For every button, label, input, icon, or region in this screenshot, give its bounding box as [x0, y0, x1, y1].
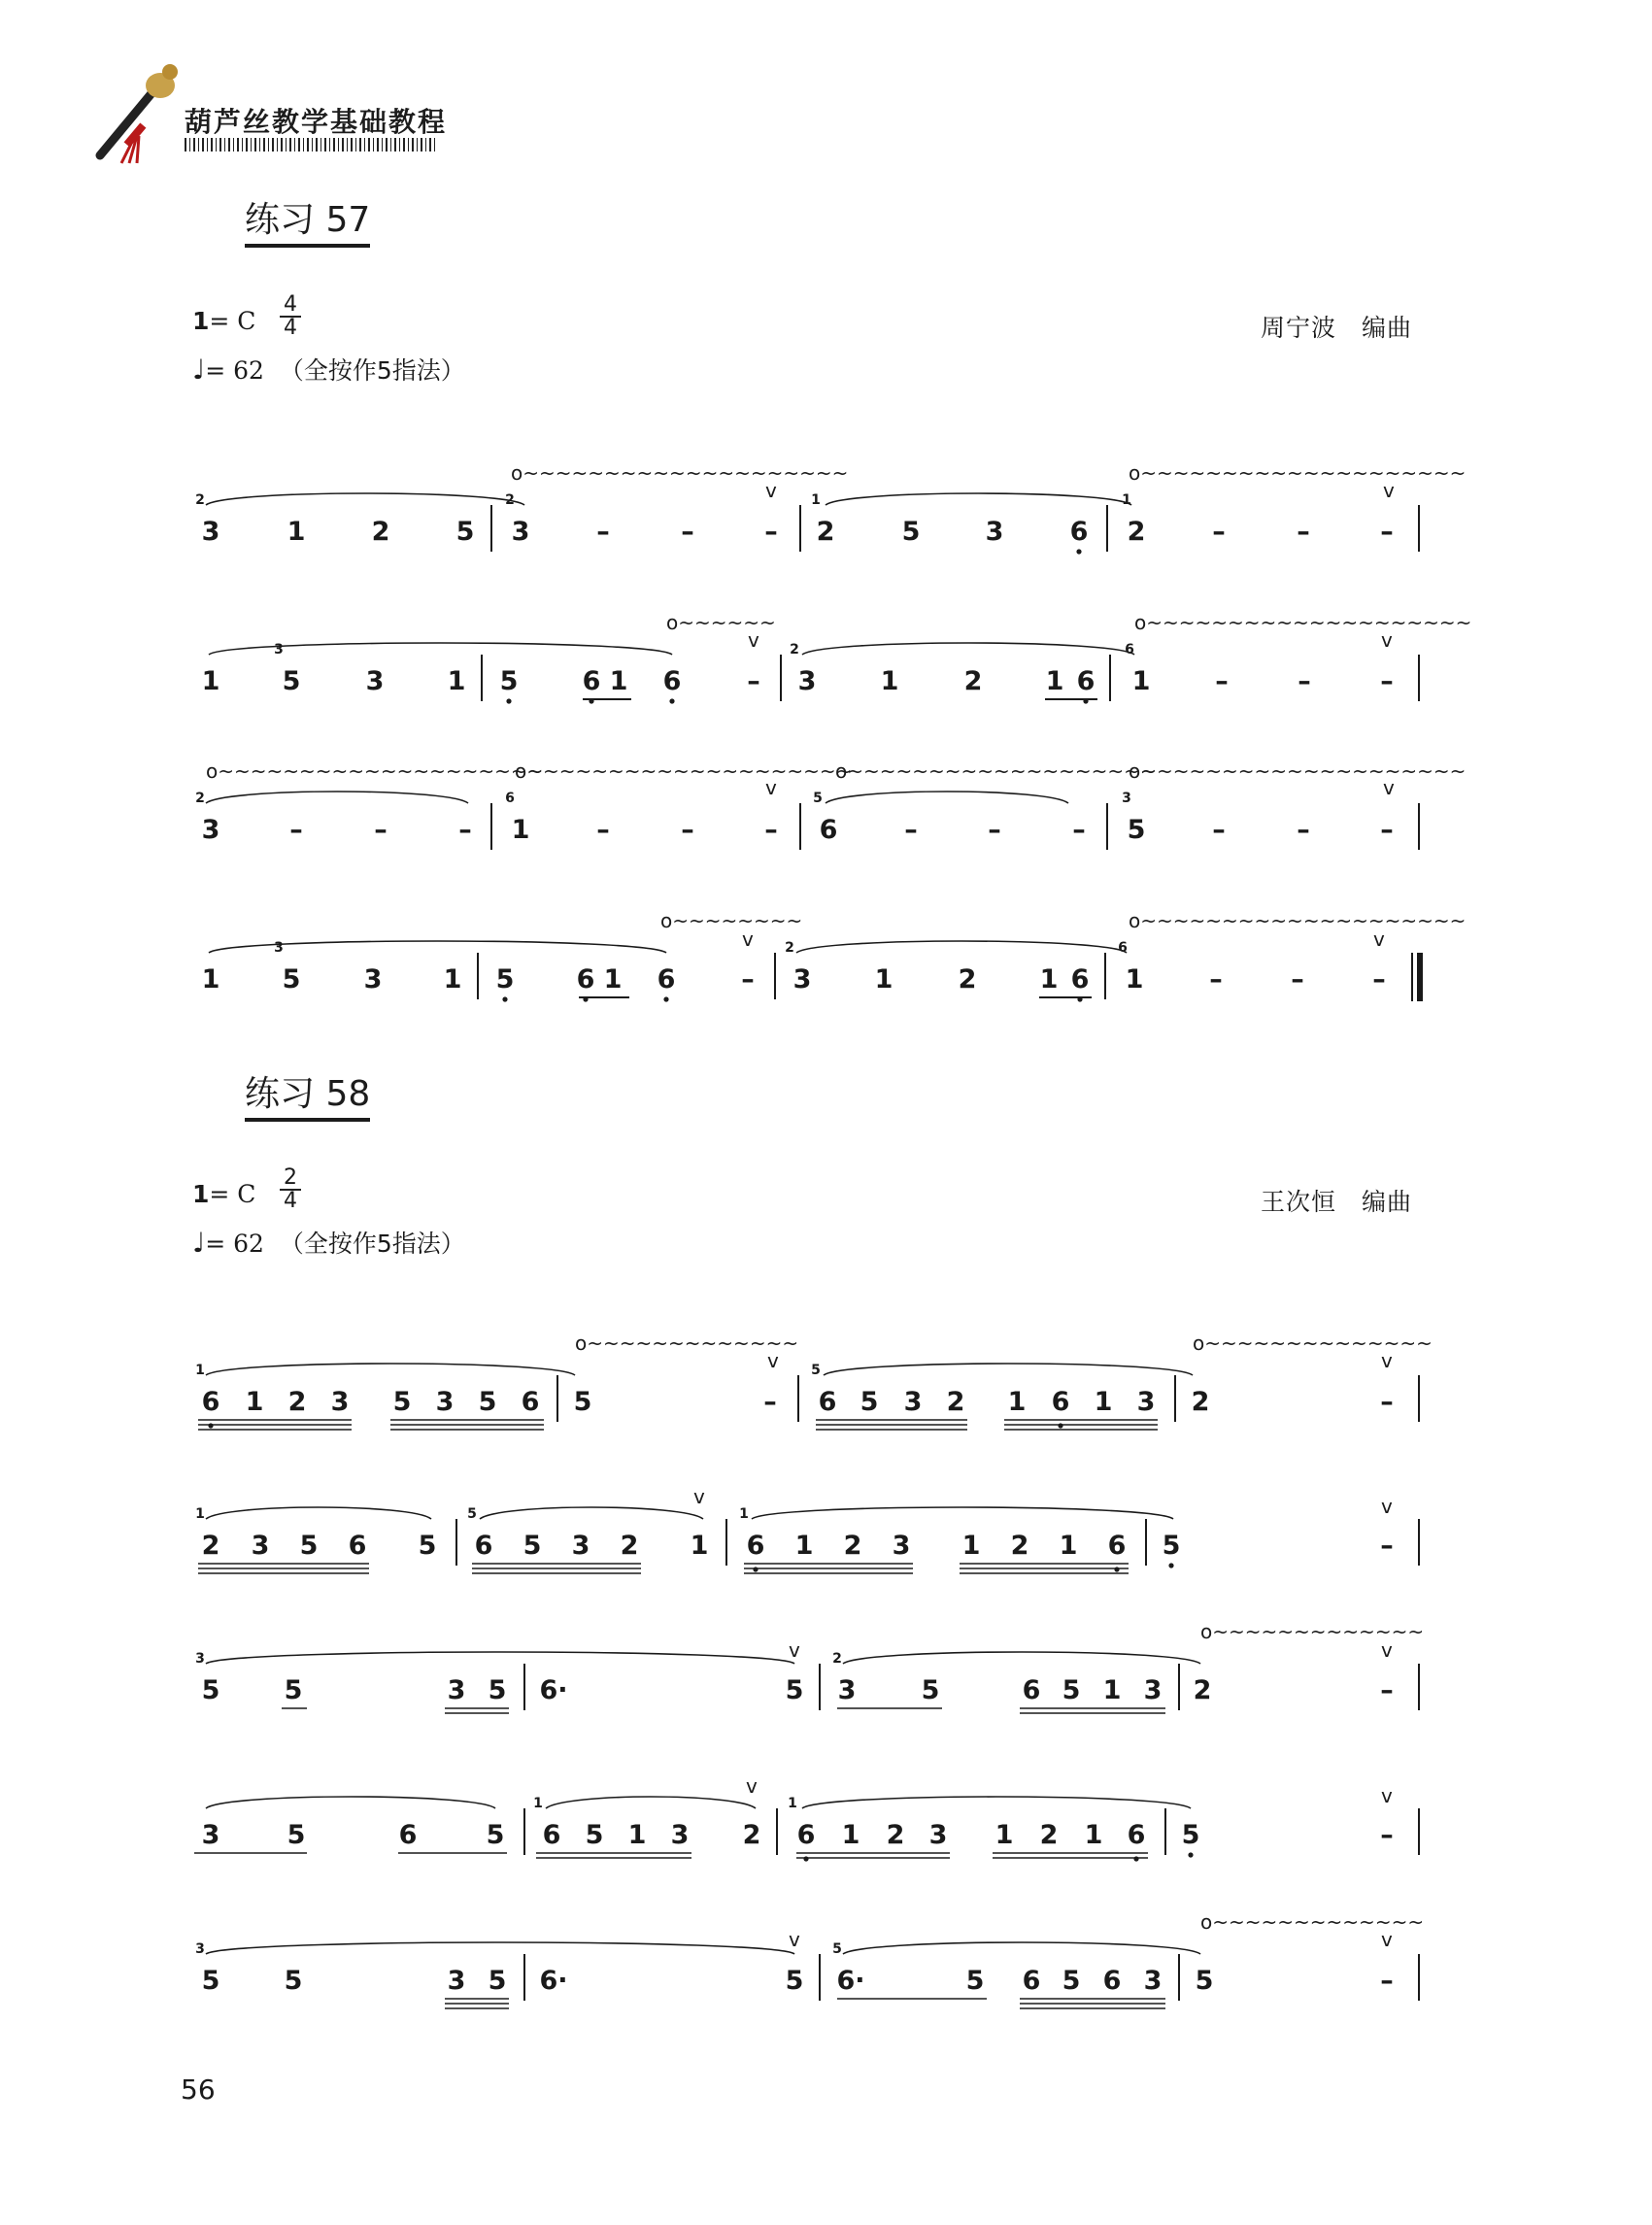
- breath-mark: v: [1383, 776, 1395, 799]
- octave-dot: [1168, 1563, 1173, 1568]
- octave-dot: [1114, 1567, 1119, 1571]
- trill-mark: o~~~~~~~~~~~~~~~~~~~~: [206, 759, 544, 783]
- note: 1: [880, 666, 899, 696]
- note: 2: [371, 517, 390, 547]
- note: 6: [582, 666, 601, 696]
- note: 5: [488, 1966, 507, 1996]
- note: 1: [961, 1531, 981, 1561]
- slur: [206, 1797, 495, 1808]
- note: 6: [657, 964, 676, 995]
- note: 3: [201, 1820, 220, 1850]
- note: 5: [1195, 1966, 1214, 1996]
- note: 5: [284, 1966, 303, 1996]
- breath-mark: v: [765, 776, 777, 799]
- note: –: [1372, 964, 1386, 995]
- note: 6: [201, 1387, 220, 1417]
- note: 2: [946, 1387, 965, 1417]
- grace-note: 3: [274, 642, 284, 657]
- key-label: 1: [192, 307, 210, 335]
- note: 2: [1193, 1675, 1212, 1705]
- trill-mark: o~~~~~~~~~~~~~~~~~~~~: [1129, 759, 1467, 783]
- note: 6: [746, 1531, 765, 1561]
- note: 1: [794, 1531, 814, 1561]
- octave-dot: [1076, 549, 1081, 554]
- note: 3: [892, 1531, 911, 1561]
- grace-note: 1: [195, 1506, 205, 1522]
- note: 5: [965, 1966, 985, 1996]
- note: 1: [1084, 1820, 1103, 1850]
- note: 1: [1131, 666, 1151, 696]
- note: 3: [571, 1531, 590, 1561]
- key-label: 1: [192, 1180, 210, 1208]
- note: 5: [418, 1531, 437, 1561]
- note: –: [741, 964, 755, 995]
- note: 2: [886, 1820, 905, 1850]
- note: 3: [928, 1820, 948, 1850]
- note: 5: [488, 1675, 507, 1705]
- note: 5: [201, 1966, 220, 1996]
- note: –: [596, 517, 610, 547]
- note: –: [1291, 964, 1304, 995]
- note: 1: [1094, 1387, 1113, 1417]
- octave-dot: [502, 996, 507, 1001]
- note: 5: [785, 1675, 804, 1705]
- octave-dot: [669, 698, 674, 703]
- note: 3: [447, 1966, 466, 1996]
- note: 5: [785, 1966, 804, 1996]
- key-value: = C: [209, 1180, 256, 1208]
- trill-mark: o~~~~~~~~~~~~~~~~~~~~: [1129, 909, 1467, 932]
- note: –: [458, 815, 472, 845]
- note: 3: [1143, 1675, 1163, 1705]
- grace-note: 3: [195, 1651, 205, 1667]
- slur: [206, 492, 524, 508]
- grace-note: 2: [790, 642, 799, 657]
- breath-mark: v: [767, 1349, 779, 1372]
- note: 3: [797, 666, 817, 696]
- note: –: [904, 815, 918, 845]
- note: 5: [523, 1531, 542, 1561]
- time-top: 2: [284, 1165, 297, 1190]
- note: 1: [1007, 1387, 1027, 1417]
- note: 5: [1127, 815, 1146, 845]
- note: 5: [392, 1387, 412, 1417]
- note: 2: [742, 1820, 761, 1850]
- note: –: [1212, 517, 1226, 547]
- note: 6·: [539, 1675, 568, 1705]
- octave-dot: [1188, 1852, 1193, 1857]
- note: 2: [620, 1531, 639, 1561]
- note: –: [1380, 517, 1394, 547]
- note: –: [1380, 1966, 1394, 1996]
- slur: [826, 792, 1068, 803]
- breath-mark: v: [1381, 1784, 1393, 1807]
- note: 6: [348, 1531, 367, 1561]
- note: –: [1297, 815, 1310, 845]
- slur: [843, 1942, 1200, 1954]
- composer-credit: 王次恒 编曲: [1261, 1188, 1413, 1216]
- breath-mark: v: [789, 1638, 800, 1662]
- grace-note: 6: [1118, 940, 1128, 956]
- note: 3: [1143, 1966, 1163, 1996]
- note: 6: [1070, 964, 1090, 995]
- note: –: [1380, 815, 1394, 845]
- note: 3: [903, 1387, 923, 1417]
- note: 1: [1059, 1531, 1078, 1561]
- breath-mark: v: [1381, 1928, 1393, 1951]
- note: 2: [1010, 1531, 1029, 1561]
- slur: [843, 1652, 1200, 1664]
- note: 2: [843, 1531, 862, 1561]
- note: 1: [447, 666, 466, 696]
- note: 6: [576, 964, 595, 995]
- trill-mark: o~~~~~~~~~~~~~: [1200, 1910, 1425, 1934]
- grace-note: 2: [832, 1651, 842, 1667]
- note: 5: [860, 1387, 879, 1417]
- note: 2: [1191, 1387, 1210, 1417]
- note: –: [1215, 666, 1229, 696]
- grace-note: 2: [195, 791, 205, 806]
- grace-note: 2: [195, 492, 205, 508]
- note: –: [1380, 1675, 1394, 1705]
- trill-mark: o~~~~~~~~~~~~~~~~~~~~: [1129, 461, 1467, 485]
- note: 5: [499, 666, 519, 696]
- note: 1: [443, 964, 462, 995]
- fingering-note: （全按作5指法）: [279, 1230, 465, 1258]
- slur: [826, 492, 1131, 508]
- tempo-value: = 62: [205, 356, 264, 385]
- slur: [802, 643, 1134, 655]
- slur: [206, 1652, 794, 1664]
- note: 5: [299, 1531, 319, 1561]
- note: 5: [282, 964, 301, 995]
- grace-note: 1: [195, 1363, 205, 1378]
- note: 5: [921, 1675, 940, 1705]
- note: 3: [201, 517, 220, 547]
- note: 6: [521, 1387, 540, 1417]
- note: –: [1380, 1387, 1394, 1417]
- note: 6: [1069, 517, 1089, 547]
- slur: [802, 1797, 1191, 1808]
- note: 6: [474, 1531, 493, 1561]
- note: –: [1380, 666, 1394, 696]
- grace-note: 5: [467, 1506, 477, 1522]
- breath-mark: v: [748, 628, 759, 652]
- note: 6: [819, 815, 838, 845]
- note: 1: [201, 964, 220, 995]
- grace-note: 5: [832, 1941, 842, 1957]
- trill-mark: o~~~~~~~~~~~~~: [575, 1332, 799, 1355]
- note: 2: [1127, 517, 1146, 547]
- grace-note: 5: [811, 1363, 821, 1378]
- note: –: [1212, 815, 1226, 845]
- note: –: [764, 815, 778, 845]
- breath-mark: v: [1381, 1638, 1393, 1662]
- note: 1: [1125, 964, 1144, 995]
- note: –: [1380, 1531, 1394, 1561]
- note: –: [1298, 666, 1311, 696]
- note: 1: [874, 964, 893, 995]
- note: 2: [1039, 1820, 1059, 1850]
- note: 5: [495, 964, 515, 995]
- note: –: [764, 517, 778, 547]
- page-number: 56: [181, 2073, 216, 2106]
- breath-mark: v: [1381, 1495, 1393, 1518]
- breath-mark: v: [765, 479, 777, 502]
- trill-mark: o~~~~~~~~~~~~~~~~~~~~: [511, 461, 849, 485]
- note: 5: [901, 517, 921, 547]
- note: 1: [1102, 1675, 1122, 1705]
- note: –: [289, 815, 303, 845]
- note: –: [374, 815, 388, 845]
- note: 6: [1076, 666, 1096, 696]
- note: –: [596, 815, 610, 845]
- grace-note: 1: [788, 1796, 797, 1811]
- slur: [752, 1507, 1173, 1519]
- book-title: 葫芦丝教学基础教程: [185, 106, 448, 138]
- quarter-note-icon: ♩: [192, 354, 206, 386]
- exercise-title: 练习 58: [245, 1066, 370, 1122]
- octave-dot: [1133, 1856, 1138, 1861]
- note: 3: [201, 815, 220, 845]
- trill-mark: o~~~~~~~~~~~~~~~~~~~: [835, 759, 1157, 783]
- note: 6: [542, 1820, 561, 1850]
- note: 6: [1022, 1675, 1041, 1705]
- slur: [796, 940, 1128, 956]
- key-value: = C: [209, 307, 256, 335]
- note: 5: [585, 1820, 604, 1850]
- grace-note: 5: [813, 791, 823, 806]
- note: 2: [287, 1387, 307, 1417]
- grace-note: 6: [505, 791, 515, 806]
- grace-note: 3: [195, 1941, 205, 1957]
- note: –: [747, 666, 760, 696]
- trill-mark: o~~~~~~~~: [660, 909, 803, 932]
- grace-note: 1: [811, 492, 821, 508]
- note: 5: [486, 1820, 505, 1850]
- note: 2: [201, 1531, 220, 1561]
- grace-note: 1: [1122, 492, 1131, 508]
- grace-note: 1: [739, 1506, 749, 1522]
- note: 6: [1022, 1966, 1041, 1996]
- octave-dot: [753, 1567, 758, 1571]
- note: 1: [511, 815, 530, 845]
- note: 2: [816, 517, 835, 547]
- note: 6: [796, 1820, 816, 1850]
- note: 5: [573, 1387, 592, 1417]
- note: 3: [363, 964, 383, 995]
- trill-mark: o~~~~~~~~~~~~~: [1200, 1620, 1425, 1643]
- note: 5: [282, 666, 301, 696]
- exercise-title: 练习 57: [245, 192, 370, 248]
- grace-note: 3: [1122, 791, 1131, 806]
- note: 6: [1102, 1966, 1122, 1996]
- slur: [206, 1364, 575, 1375]
- note: 6: [818, 1387, 837, 1417]
- trill-mark: o~~~~~~~~~~~~~~~~~~~~: [1134, 611, 1472, 634]
- note: 6: [1107, 1531, 1127, 1561]
- note: 1: [603, 964, 623, 995]
- note: –: [681, 815, 694, 845]
- time-bottom: 4: [280, 1189, 301, 1212]
- note: –: [1072, 815, 1086, 845]
- slur: [546, 1797, 756, 1808]
- note: 1: [287, 517, 306, 547]
- note: 5: [284, 1675, 303, 1705]
- note: –: [763, 1387, 777, 1417]
- breath-mark: v: [693, 1485, 705, 1508]
- note: 3: [251, 1531, 270, 1561]
- note: 1: [995, 1820, 1014, 1850]
- breath-mark: v: [742, 927, 754, 951]
- note: –: [1209, 964, 1223, 995]
- note: 3: [511, 517, 530, 547]
- note: 5: [287, 1820, 306, 1850]
- note: 1: [1039, 964, 1059, 995]
- time-bottom: 4: [280, 316, 301, 339]
- slur: [824, 1364, 1193, 1375]
- octave-dot: [506, 698, 511, 703]
- note: 2: [963, 666, 983, 696]
- note: 6·: [539, 1966, 568, 1996]
- note: 3: [1136, 1387, 1156, 1417]
- composer-credit: 周宁波 编曲: [1261, 314, 1413, 342]
- slur: [206, 1942, 794, 1954]
- breath-mark: v: [1381, 628, 1393, 652]
- note: 5: [1062, 1966, 1081, 1996]
- note: 3: [435, 1387, 455, 1417]
- note: –: [1380, 1820, 1394, 1850]
- octave-dot: [803, 1856, 808, 1861]
- octave-dot: [1058, 1423, 1062, 1428]
- note: –: [1297, 517, 1310, 547]
- grace-note: 6: [1125, 642, 1134, 657]
- note: 5: [1181, 1820, 1200, 1850]
- breath-mark: v: [789, 1928, 800, 1951]
- note: 5: [1062, 1675, 1081, 1705]
- octave-dot: [663, 996, 668, 1001]
- trill-mark: o~~~~~~~~~~~~~~: [1193, 1332, 1433, 1355]
- slur: [206, 792, 468, 803]
- note: 3: [837, 1675, 857, 1705]
- grace-note: 2: [785, 940, 794, 956]
- breath-mark: v: [1381, 1349, 1393, 1372]
- trill-mark: o~~~~~~~~~~~~~~~~~~~~: [515, 759, 853, 783]
- grace-note: 1: [533, 1796, 543, 1811]
- note: 3: [447, 1675, 466, 1705]
- grace-note: 3: [274, 940, 284, 956]
- trill-mark: o~~~~~~: [666, 611, 776, 634]
- note: 3: [330, 1387, 350, 1417]
- slur: [206, 1507, 431, 1519]
- note: 2: [958, 964, 977, 995]
- note: 6: [1051, 1387, 1070, 1417]
- note: 1: [1045, 666, 1064, 696]
- note: 1: [245, 1387, 264, 1417]
- note: 6·: [836, 1966, 865, 1996]
- breath-mark: v: [1373, 927, 1385, 951]
- note: 1: [201, 666, 220, 696]
- time-top: 4: [284, 292, 297, 317]
- grace-note: 2: [505, 492, 515, 508]
- note: 1: [609, 666, 628, 696]
- note: 3: [792, 964, 812, 995]
- note: 6: [1127, 1820, 1146, 1850]
- octave-dot: [208, 1423, 213, 1428]
- note: 3: [670, 1820, 690, 1850]
- note: 3: [985, 517, 1004, 547]
- note: 6: [398, 1820, 418, 1850]
- note: 5: [201, 1675, 220, 1705]
- breath-mark: v: [746, 1774, 758, 1798]
- quarter-note-icon: ♩: [192, 1227, 206, 1259]
- tempo-value: = 62: [205, 1230, 264, 1258]
- note: 1: [690, 1531, 709, 1561]
- fingering-note: （全按作5指法）: [279, 356, 465, 385]
- note: 3: [365, 666, 385, 696]
- breath-mark: v: [1383, 479, 1395, 502]
- note: 1: [627, 1820, 647, 1850]
- note: 5: [478, 1387, 497, 1417]
- note: 1: [841, 1820, 860, 1850]
- note: 5: [455, 517, 475, 547]
- note: –: [988, 815, 1001, 845]
- slur: [480, 1507, 703, 1519]
- note: 5: [1162, 1531, 1181, 1561]
- note: –: [681, 517, 694, 547]
- note: 6: [662, 666, 682, 696]
